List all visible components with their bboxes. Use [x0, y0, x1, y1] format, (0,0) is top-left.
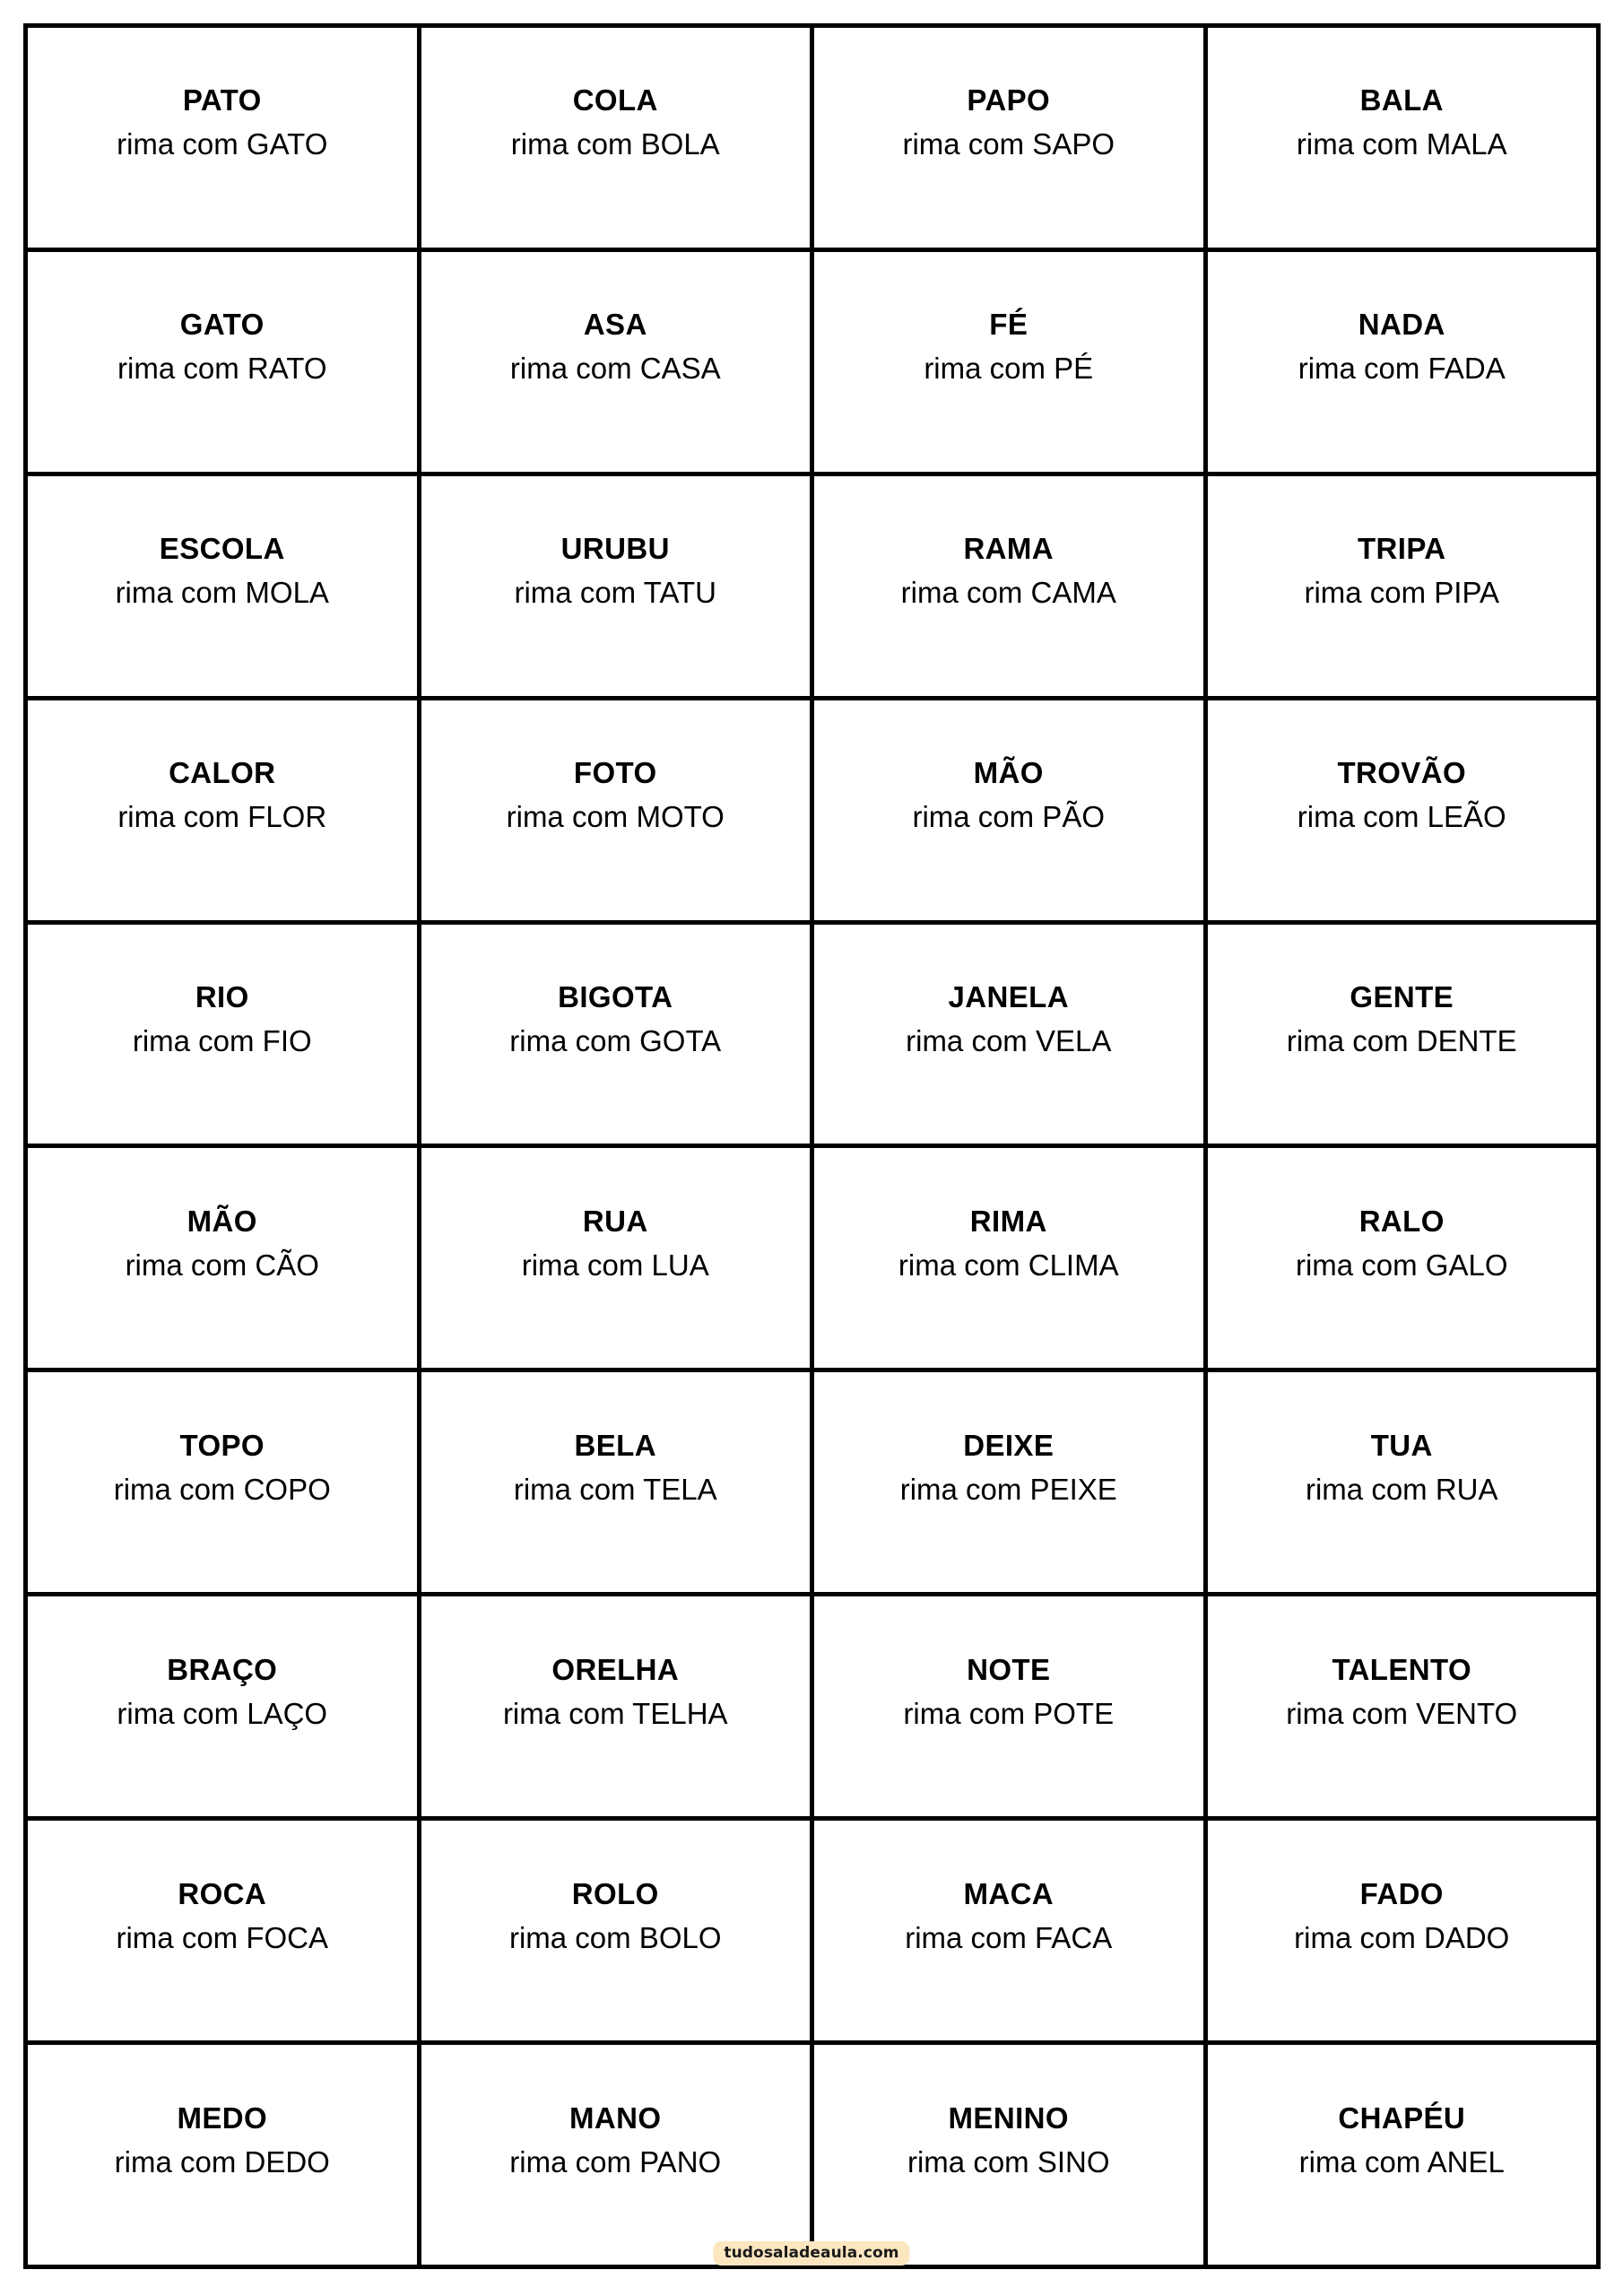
card-word: TUA	[1370, 1428, 1433, 1462]
card-rhyme-line: rima com BOLO	[508, 1920, 722, 1954]
card-word: RIO	[195, 980, 249, 1014]
rhyme-card[interactable]	[1208, 252, 1601, 476]
card-word: MÃO	[187, 1204, 257, 1238]
card-word: MANO	[569, 2100, 662, 2135]
rhyme-card[interactable]	[1208, 1372, 1601, 1596]
card-word: PAPO	[967, 83, 1051, 117]
card-word: RIMA	[969, 1204, 1047, 1238]
rhyme-card[interactable]	[28, 1596, 421, 1821]
card-rhyme-line: rima com TATU	[514, 576, 716, 610]
card-rhyme-line: rima com VELA	[906, 1024, 1112, 1058]
card-word: ESCOLA	[159, 532, 285, 566]
card-rhyme-line: rima com ANEL	[1298, 2144, 1505, 2179]
card-rhyme-line: rima com FOCA	[116, 1920, 328, 1954]
rhyme-card[interactable]	[1208, 476, 1601, 700]
rhyme-card[interactable]	[814, 252, 1208, 476]
card-grid	[23, 23, 1601, 2269]
rhyme-card[interactable]	[421, 1596, 815, 1821]
card-word: FADO	[1359, 1876, 1444, 1910]
card-word: FOTO	[573, 756, 657, 790]
rhyme-card[interactable]	[28, 1148, 421, 1372]
rhyme-card[interactable]	[814, 700, 1208, 925]
card-word: CHAPÉU	[1338, 2100, 1466, 2135]
card-rhyme-line: rima com TELHA	[502, 1696, 728, 1730]
card-word: NADA	[1358, 308, 1445, 342]
card-word: DEIXE	[963, 1428, 1055, 1462]
card-word: NOTE	[967, 1652, 1051, 1686]
card-word: TOPO	[179, 1428, 265, 1462]
card-rhyme-line: rima com PÉ	[924, 352, 1094, 386]
card-word: PATO	[182, 83, 262, 117]
card-rhyme-line: rima com DEDO	[114, 2144, 330, 2179]
card-rhyme-line: rima com LEÃO	[1297, 800, 1506, 834]
card-word: MEDO	[177, 2100, 268, 2135]
card-rhyme-line: rima com MALA	[1296, 127, 1507, 161]
card-word: TROVÃO	[1337, 756, 1467, 790]
site-watermark: tudosaladeaula.com	[713, 2241, 909, 2266]
card-rhyme-line: rima com PIPA	[1304, 576, 1500, 610]
card-rhyme-line: rima com DADO	[1294, 1920, 1510, 1954]
card-rhyme-line: rima com GATO	[117, 127, 328, 161]
card-rhyme-line: rima com RUA	[1305, 1472, 1498, 1506]
card-rhyme-line: rima com LAÇO	[117, 1696, 328, 1730]
rhyme-card[interactable]	[814, 1372, 1208, 1596]
rhyme-card[interactable]	[1208, 1596, 1601, 1821]
card-rhyme-line: rima com CLIMA	[898, 1248, 1119, 1282]
card-word: ROLO	[571, 1876, 659, 1910]
card-rhyme-line: rima com MOTO	[506, 800, 725, 834]
card-rhyme-line: rima com CAMA	[900, 576, 1116, 610]
card-word: BALA	[1359, 83, 1444, 117]
card-rhyme-line: rima com GALO	[1295, 1248, 1508, 1282]
rhyme-card[interactable]	[421, 28, 815, 252]
card-word: GATO	[179, 308, 265, 342]
card-rhyme-line: rima com DENTE	[1286, 1024, 1517, 1058]
card-rhyme-line: rima com PÃO	[912, 800, 1106, 834]
card-rhyme-line: rima com CASA	[509, 352, 721, 386]
card-word: ORELHA	[551, 1652, 680, 1686]
card-word: BELA	[574, 1428, 656, 1462]
rhyme-card[interactable]	[28, 700, 421, 925]
card-word: TALENTO	[1332, 1652, 1472, 1686]
card-rhyme-line: rima com SAPO	[902, 127, 1115, 161]
rhyme-card[interactable]	[814, 1821, 1208, 2045]
card-word: TRIPA	[1357, 532, 1446, 566]
rhyme-card[interactable]	[28, 476, 421, 700]
rhyme-card[interactable]	[814, 28, 1208, 252]
card-word: ROCA	[178, 1876, 267, 1910]
card-word: MACA	[963, 1876, 1055, 1910]
card-rhyme-line: rima com BOLA	[510, 127, 720, 161]
card-word: RALO	[1358, 1204, 1445, 1238]
card-rhyme-line: rima com MOLA	[115, 576, 329, 610]
rhyme-card[interactable]	[1208, 1148, 1601, 1372]
card-rhyme-line: rima com POTE	[903, 1696, 1115, 1730]
rhyme-card[interactable]	[814, 2045, 1208, 2269]
rhyme-card[interactable]	[421, 2045, 815, 2269]
rhyme-card[interactable]	[421, 1821, 815, 2045]
card-rhyme-line: rima com RATO	[117, 352, 327, 386]
rhyme-card[interactable]	[28, 1821, 421, 2045]
rhyme-card[interactable]	[1208, 2045, 1601, 2269]
card-word: FÉ	[989, 308, 1028, 342]
card-word: CALOR	[169, 756, 276, 790]
card-word: URUBU	[560, 532, 670, 566]
rhyme-card[interactable]	[28, 2045, 421, 2269]
card-rhyme-line: rima com GOTA	[509, 1024, 722, 1058]
card-word: GENTE	[1350, 980, 1454, 1014]
rhyme-card[interactable]	[1208, 925, 1601, 1149]
rhyme-card[interactable]	[421, 476, 815, 700]
rhyme-card[interactable]	[814, 1148, 1208, 1372]
rhyme-card[interactable]	[814, 925, 1208, 1149]
card-word: RAMA	[963, 532, 1055, 566]
rhyme-card[interactable]	[421, 1372, 815, 1596]
card-word: BRAÇO	[167, 1652, 278, 1686]
rhyme-card[interactable]	[28, 28, 421, 252]
card-rhyme-line: rima com FLOR	[117, 800, 327, 834]
card-rhyme-line: rima com TELA	[513, 1472, 717, 1506]
card-rhyme-line: rima com SINO	[907, 2144, 1110, 2179]
card-rhyme-line: rima com COPO	[113, 1472, 331, 1506]
card-word: BIGOTA	[558, 980, 673, 1014]
rhyme-card[interactable]	[28, 1372, 421, 1596]
rhyme-card[interactable]	[421, 700, 815, 925]
card-word: ASA	[583, 308, 647, 342]
card-word: MENINO	[948, 2100, 1069, 2135]
rhyme-card[interactable]	[28, 252, 421, 476]
card-rhyme-line: rima com VENTO	[1286, 1696, 1518, 1730]
card-word: RUA	[582, 1204, 648, 1238]
rhyme-card[interactable]	[814, 1596, 1208, 1821]
card-rhyme-line: rima com FIO	[132, 1024, 312, 1058]
card-word: MÃO	[973, 756, 1044, 790]
card-word: JANELA	[948, 980, 1069, 1014]
rhyme-card[interactable]	[1208, 700, 1601, 925]
card-word: COLA	[572, 83, 658, 117]
rhyme-card[interactable]	[421, 1148, 815, 1372]
card-rhyme-line: rima com FADA	[1298, 352, 1506, 386]
rhyme-card[interactable]	[421, 252, 815, 476]
card-rhyme-line: rima com PEIXE	[899, 1472, 1117, 1506]
rhyme-card[interactable]	[28, 925, 421, 1149]
card-rhyme-line: rima com CÃO	[125, 1248, 319, 1282]
rhyme-card[interactable]	[1208, 28, 1601, 252]
rhyme-card[interactable]	[421, 925, 815, 1149]
card-rhyme-line: rima com FACA	[905, 1920, 1113, 1954]
card-rhyme-line: rima com LUA	[521, 1248, 709, 1282]
rhyme-card[interactable]	[814, 476, 1208, 700]
rhyme-card[interactable]	[1208, 1821, 1601, 2045]
card-rhyme-line: rima com PANO	[509, 2144, 722, 2179]
